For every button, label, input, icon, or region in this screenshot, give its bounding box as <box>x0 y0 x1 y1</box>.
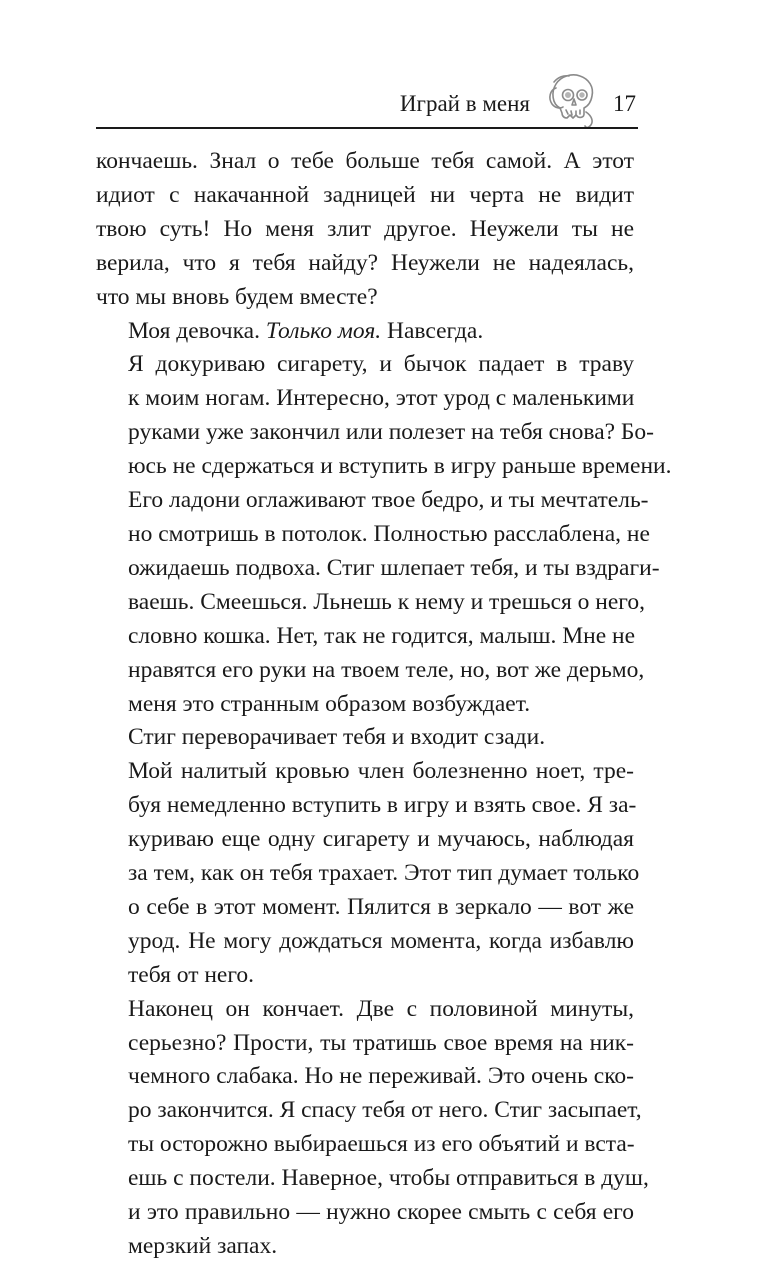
text-line: верила, что я тебя найду? Неужели не надеялась, <box>96 249 634 276</box>
text-line: Наконец он кончает. Две с половиной минуты, <box>128 995 634 1022</box>
text-line: тебя от него. <box>128 961 255 988</box>
paragraph <box>96 348 672 721</box>
text-line: мерзкий запах. <box>128 1233 278 1259</box>
paragraph <box>96 145 634 315</box>
body-text <box>96 145 672 1264</box>
text-line: Я докуриваю сигарету, и бычок падает в траву <box>128 351 634 378</box>
text-run: Моя девочка. <box>128 317 266 344</box>
paragraph <box>96 993 649 1264</box>
text-line: к моим ногам. Интересно, этот урод с маленькими <box>128 385 635 412</box>
text-line: словно кошка. Нет, так не годится, малыш. Мне не <box>128 622 636 649</box>
text-line: твою суть! Но меня злит другое. Неужели ты не <box>96 215 634 242</box>
paragraph <box>96 721 634 755</box>
text-line: но смотришь в потолок. Полностью расслаблена, не <box>128 520 650 547</box>
text-line: и это правильно — нужно скорее смыть с себя его <box>128 1199 634 1226</box>
text-line: юсь не сдержаться и вступить в игру раньше времени. <box>128 453 672 480</box>
text-line: идиот с накачанной задницей ни черта не видит <box>96 181 634 208</box>
page-number: 17 <box>613 91 636 116</box>
text-line: серьезно? Прости, ты тратишь свое время на ник- <box>128 1029 634 1056</box>
text-line: что мы вновь будем вместе? <box>96 283 378 310</box>
text-line: Его ладони оглаживают твое бедро, и ты мечтатель- <box>128 487 649 514</box>
book-title: Играй в меня <box>399 91 530 116</box>
text-line: урод. Не могу дождаться момента, когда избавлю <box>128 927 634 954</box>
text-line <box>96 315 634 349</box>
text-line: ваешь. Смеешься. Льнешь к нему и трешься о него, <box>128 588 645 615</box>
text-line: нравятся его руки на твоем теле, но, вот же дерьмо, <box>128 656 645 683</box>
text-line: чемного слабака. Но не переживай. Это очень ско- <box>128 1063 634 1090</box>
text-line: Мой налитый кровью член болезненно ноет, тре- <box>128 758 634 785</box>
skull-emblem-icon <box>542 68 606 130</box>
text-line: ты осторожно выбираешься из его объятий и вста- <box>128 1131 635 1158</box>
text-line: куриваю еще одну сигарету и мучаюсь, наблюдая <box>128 826 634 853</box>
text-line: буя немедленно вступить в игру и взять свое. Я за- <box>128 792 637 819</box>
text-line: меня это странным образом возбуждает. <box>128 690 531 717</box>
text-run: Навсегда. <box>381 317 484 344</box>
text-line: о себе в этот момент. Пялится в зеркало — вот же <box>128 893 634 920</box>
text-line: кончаешь. Знал о тебе больше тебя самой. А этот <box>96 148 634 174</box>
italic-emphasis: Только моя. <box>265 317 382 344</box>
header-rule <box>96 127 638 129</box>
text-line: ешь с постели. Наверное, чтобы отправиться в душ, <box>128 1165 649 1192</box>
paragraph <box>96 315 634 349</box>
text-line: за тем, как он тебя трахает. Этот тип думает только <box>128 860 640 887</box>
text-line: ро закончится. Я спасу тебя от него. Стиг засыпает, <box>128 1097 642 1124</box>
text-line: Стиг переворачивает тебя и входит сзади. <box>128 724 546 751</box>
text-line: ожидаешь подвоха. Стиг шлепает тебя, и ты вздраги- <box>128 554 660 581</box>
text-line: руками уже закончил или полезет на тебя снова? Бо- <box>128 419 654 446</box>
running-header <box>96 66 636 130</box>
paragraph <box>96 755 640 992</box>
